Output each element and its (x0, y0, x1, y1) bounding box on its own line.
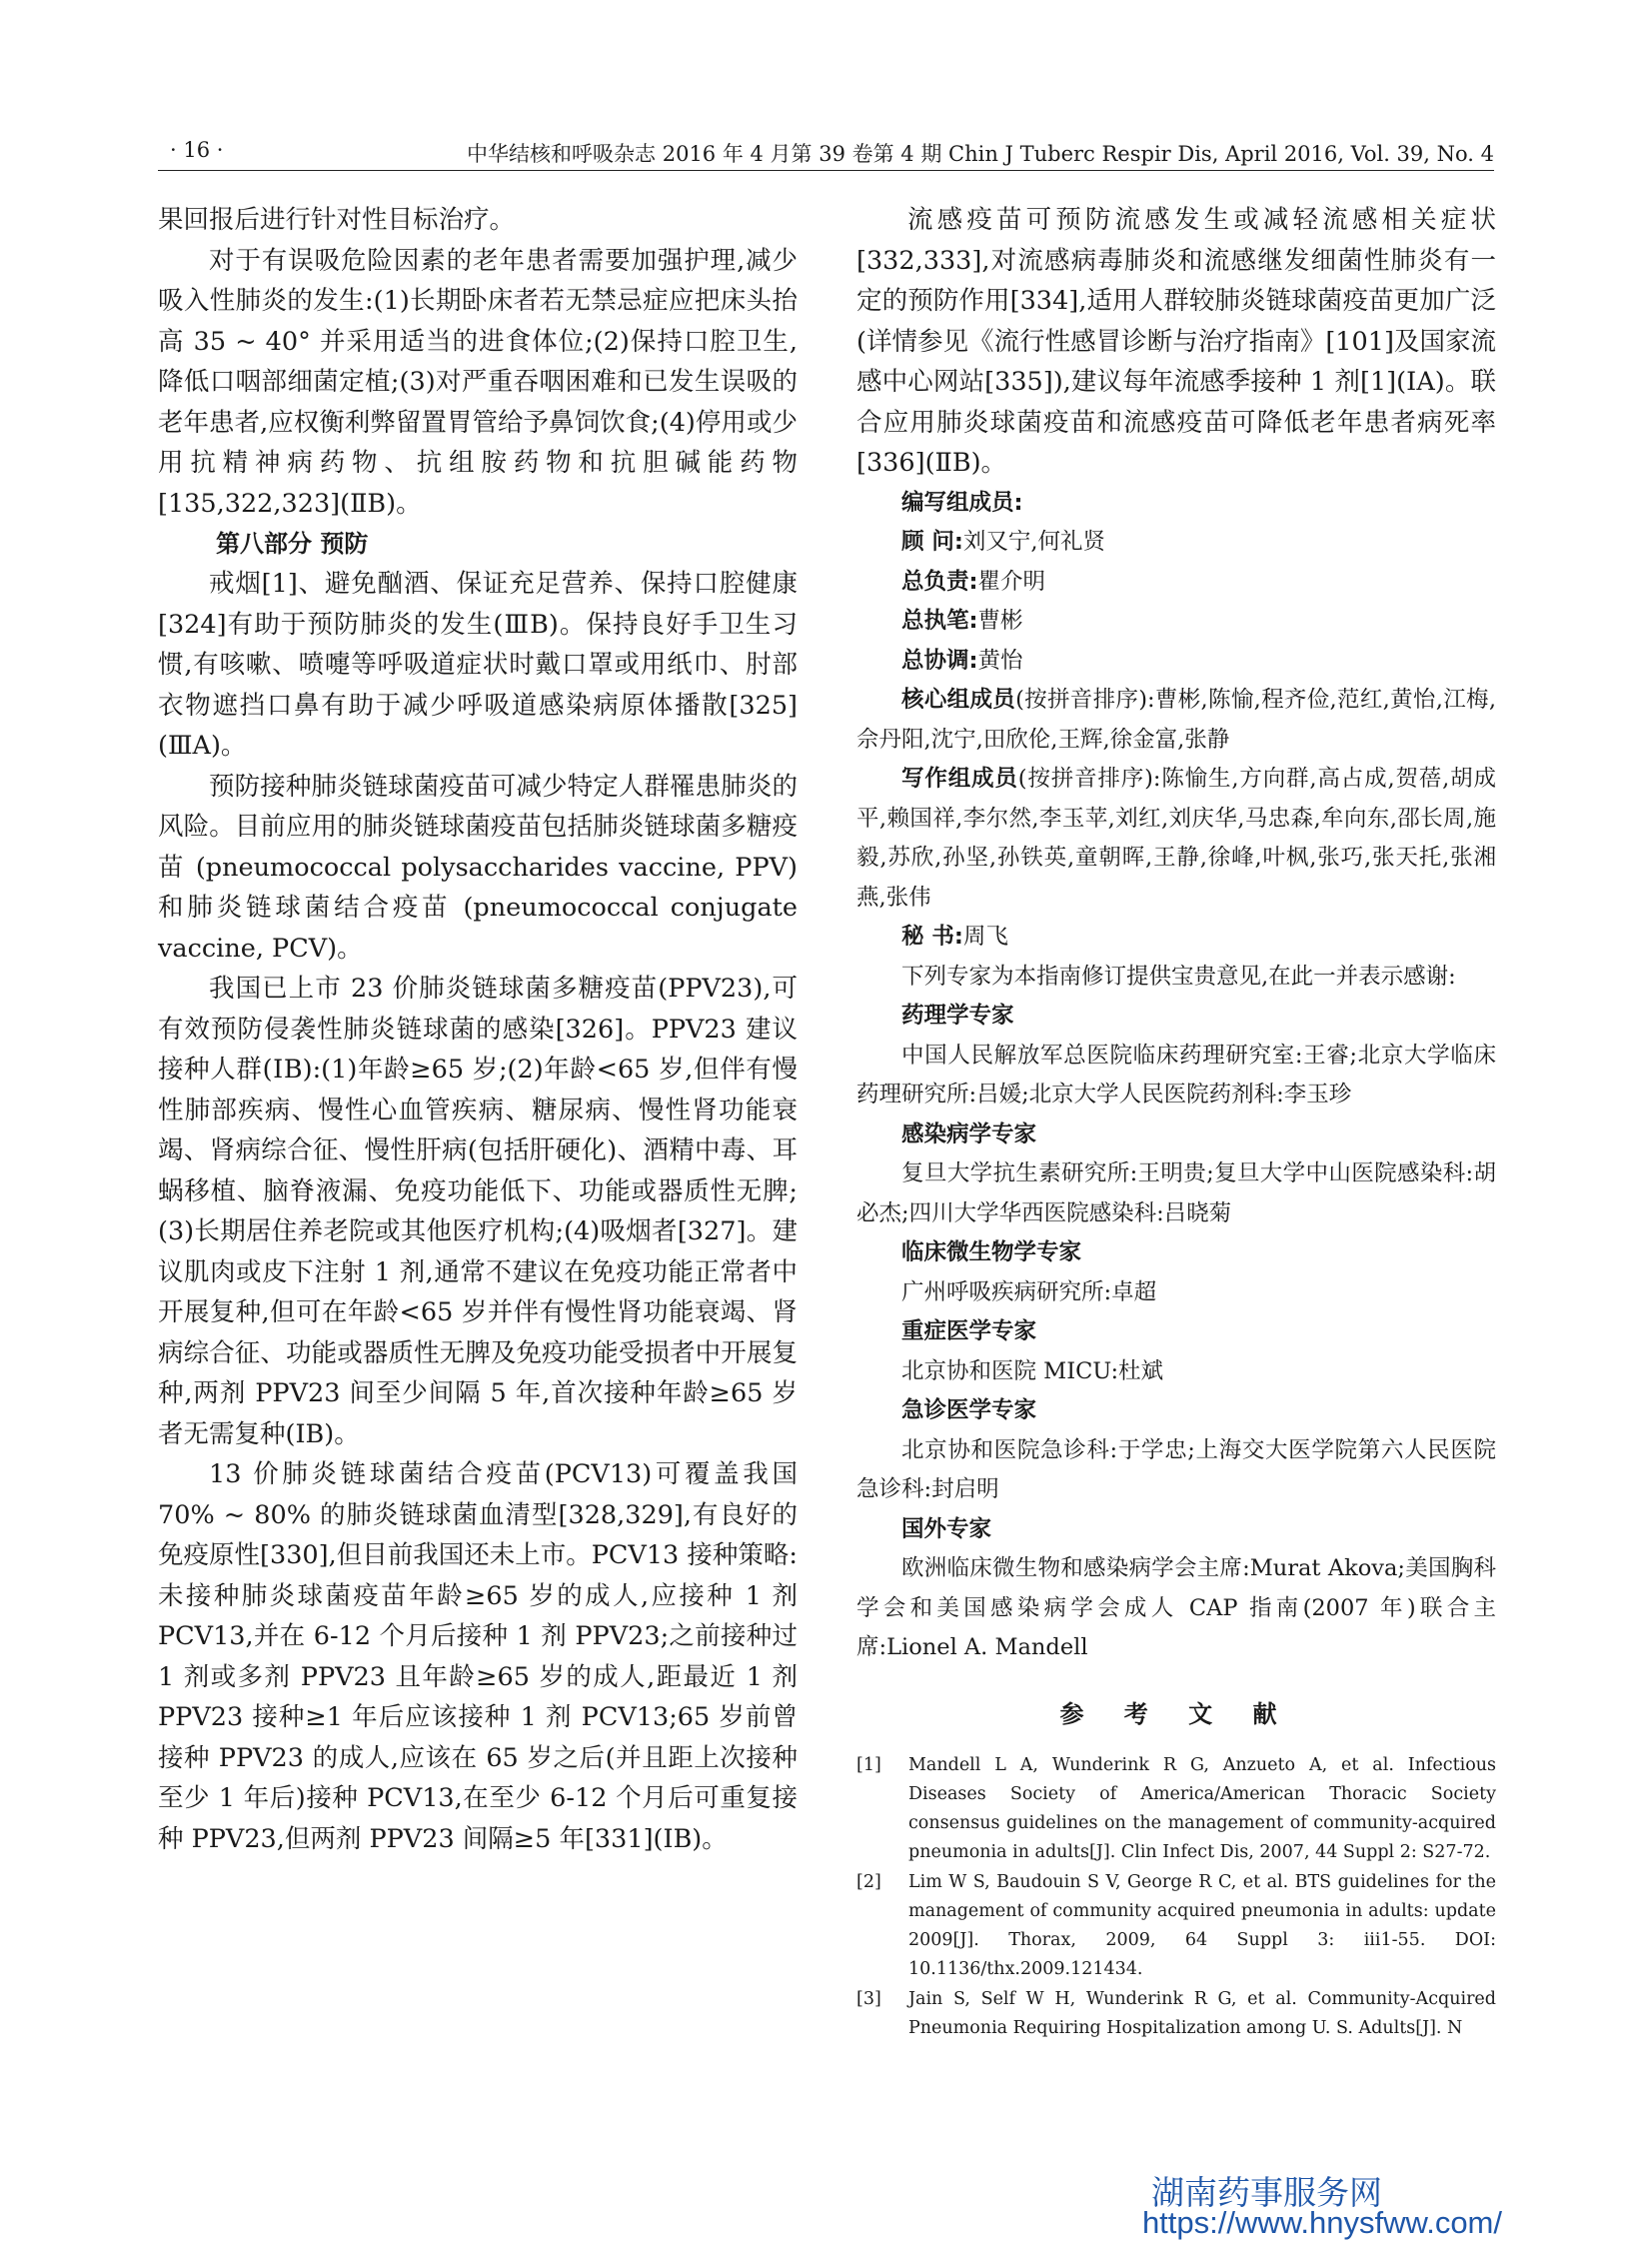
micro-title: 临床微生物学专家 (901, 1239, 1082, 1265)
er-experts: 北京协和医院急诊科:于学忠;上海交大医学院第六人民医院急诊科:封启明 (856, 1436, 1496, 1502)
icu-title: 重症医学专家 (901, 1318, 1037, 1344)
writers-title: 编写组成员: (901, 489, 1023, 516)
running-header (158, 136, 1494, 171)
references-heading: 参 考 文 献 (1059, 1699, 1293, 1728)
watermark-name: 湖南药事服务网 (1151, 2174, 1382, 2211)
foreign-experts: 欧洲临床微生物和感染病学会主席:Murat Akova;美国胸科学会和美国感染病学会成人 CAP 指南(2007 年)联合主席:Lionel A. Mandell (856, 1555, 1496, 1660)
core-members: 核心组成员(按拼音排序):曹彬,陈愉,程齐俭,范红,黄怡,江梅,佘丹阳,沈宁,田欣伦,王辉,徐金富,张静 (856, 687, 1496, 753)
pharm-title: 药理学专家 (901, 1003, 1014, 1029)
left-column (158, 200, 798, 1859)
inf-experts: 复旦大学抗生素研究所:王明贵;复旦大学中山医院感染科:胡必杰;四川大学华西医院感染科:吕晓菊 (856, 1160, 1496, 1226)
paragraph: 流感疫苗可预防流感发生或减轻流感相关症状[332,333],对流感病毒肺炎和流感继发细菌性肺炎有一定的预防作用[334],适用人群较肺炎链球菌疫苗更加广泛(详情参见《流行性感冒诊断与治疗指南》[101]及国家流感中心网站[335]),建议每年流感季接种 1 剂[1](ⅠA)。联合应用肺炎球菌疫苗和流感疫苗可降低老年患者病死率[336](ⅡB)。 (856, 205, 1496, 478)
paragraph: 13 价肺炎链球菌结合疫苗(PCV13)可覆盖我国 70% ~ 80% 的肺炎链球菌血清型[328,329],有良好的免疫原性[330],但目前我国还未上市。PCV13 接种策略:未接种肺炎球菌疫苗年龄≥65 岁的成人,应接种 1 剂 PCV13,并在 6-12 个月后接种 1 剂 PPV23;之前接种过 1 剂或多剂 PPV23 且年龄≥65 岁的成人,距最近 1 剂 PPV23 接种≥1 年后应该接种 1 剂 PCV13;65 岁前曾接种 PPV23 的成人,应该在 65 岁之后(并且距上次接种至少 1 年后)接种 PCV13,在至少 6-12 个月后可重复接种 PPV23,但两剂 PPV23 间隔≥5 年[331](ⅠB)。 (158, 1459, 798, 1854)
paragraph: 对于有误吸危险因素的老年患者需要加强护理,减少吸入性肺炎的发生:(1)长期卧床者若无禁忌症应把床头抬高 35 ~ 40° 并采用适当的进食体位;(2)保持口腔卫生,降低口咽部细菌定植;(3)对严重吞咽困难和已发生误吸的老年患者,应权衡利弊留置胃管给予鼻饲饮食;(4)停用或少用抗精神病药物、抗组胺药物和抗胆碱能药物[135,322,323](ⅡB)。 (158, 245, 798, 519)
journal-title: 中华结核和呼吸杂志 2016 年 4 月第 39 卷第 4 期 Chin J Tuberc Respir Dis, April 2016, Vol. 39, No. 4 (467, 142, 1494, 166)
section-heading: 第八部分 预防 (216, 530, 369, 558)
coord-line: 总协调:黄怡 (901, 647, 1023, 674)
paragraph: 戒烟[1]、避免酗酒、保证充足营养、保持口腔健康[324]有助于预防肺炎的发生(ⅢB)。保持良好手卫生习惯,有咳嗽、喷嚏等呼吸道症状时戴口罩或用纸巾、肘部衣物遮挡口鼻有助于减少呼吸道感染病原体播散[325](ⅢA)。 (158, 569, 798, 761)
pharm-experts: 中国人民解放军总医院临床药理研究室:王睿;北京大学临床药理研究所:吕媛;北京大学人民医院药剂科:李玉珍 (856, 1042, 1496, 1108)
foreign-title: 国外专家 (901, 1515, 992, 1542)
right-column (856, 200, 1496, 2044)
secretary-line: 秘 书:周飞 (901, 924, 1008, 950)
er-title: 急诊医学专家 (901, 1397, 1037, 1423)
watermark-url[interactable]: https://www.hnysfww.com/ (1141, 2205, 1502, 2240)
inf-title: 感染病学专家 (901, 1121, 1037, 1147)
writing-members: 写作组成员(按拼音排序):陈愉生,方向群,高占成,贺蓓,胡成平,赖国祥,李尔然,李玉苹,刘红,刘庆华,马忠森,牟向东,邵长周,施毅,苏欣,孙坚,孙铁英,童朝晖,王静,徐峰,叶枫,张巧,张天托,张湘燕,张伟 (856, 766, 1496, 911)
pen-line: 总执笔:曹彬 (901, 608, 1023, 634)
paragraph: 果回报后进行针对性目标治疗。 (158, 205, 516, 235)
page-number: · 16 · (170, 138, 224, 162)
icu-experts: 北京协和医院 MICU:杜斌 (901, 1357, 1164, 1384)
chief-line: 总负责:瞿介明 (901, 568, 1046, 595)
thanks-text: 下列专家为本指南修订提供宝贵意见,在此一并表示感谢: (901, 963, 1456, 990)
paragraph: 我国已上市 23 价肺炎链球菌多糖疫苗(PPV23),可有效预防侵袭性肺炎链球菌的感染[326]。PPV23 建议接种人群(ⅠB):(1)年龄≥65 岁;(2)年龄<65 岁,但伴有慢性肺部疾病、慢性心血管疾病、糖尿病、慢性肾功能衰竭、肾病综合征、慢性肝病(包括肝硬化)、酒精中毒、耳蜗移植、脑脊液漏、免疫功能低下、功能或器质性无脾;(3)长期居住养老院或其他医疗机构;(4)吸烟者[327]。建议肌肉或皮下注射 1 剂,通常不建议在免疫功能正常者中开展复种,但可在年龄<65 岁并伴有慢性肾功能衰竭、肾病综合征、功能或器质性无脾及免疫功能受损者中开展复种,两剂 PPV23 间至少间隔 5 年,首次接种年龄≥65 岁者无需复种(ⅠB)。 (158, 974, 798, 1449)
paragraph: 预防接种肺炎链球菌疫苗可减少特定人群罹患肺炎的风险。目前应用的肺炎链球菌疫苗包括肺炎链球菌多糖疫苗 (pneumococcal polysaccharides vaccine, PPV) 和肺炎链球菌结合疫苗 (pneumococcal conjugate vaccine, PCV)。 (158, 771, 798, 964)
reference-item: [1] Mandell L A, Wunderink R G, Anzueto A, et al. Infectious Diseases Society of America/American Thoracic Society consensus guidelines on the management of community-acquired pneumonia in adults[J]. Clin Infect Dis, 2007, 44 Suppl 2: S27-72. (856, 1754, 1496, 1862)
micro-experts: 广州呼吸疾病研究所:卓超 (901, 1278, 1157, 1305)
reference-item: [2] Lim W S, Baudouin S V, George R C, et al. BTS guidelines for the management of community acquired pneumonia in adults: update 2009[J]. Thorax, 2009, 64 Suppl 3: iii1-55. DOI: 10.1136/thx.2009.121434. (856, 1871, 1496, 1979)
reference-item: [3] Jain S, Self W H, Wunderink R G, et al. Community-Acquired Pneumonia Requiring Hospitalization among U. S. Adults[J]. N (856, 1988, 1496, 2038)
advisor-line: 顾 问:刘又宁,何礼贤 (901, 529, 1105, 555)
